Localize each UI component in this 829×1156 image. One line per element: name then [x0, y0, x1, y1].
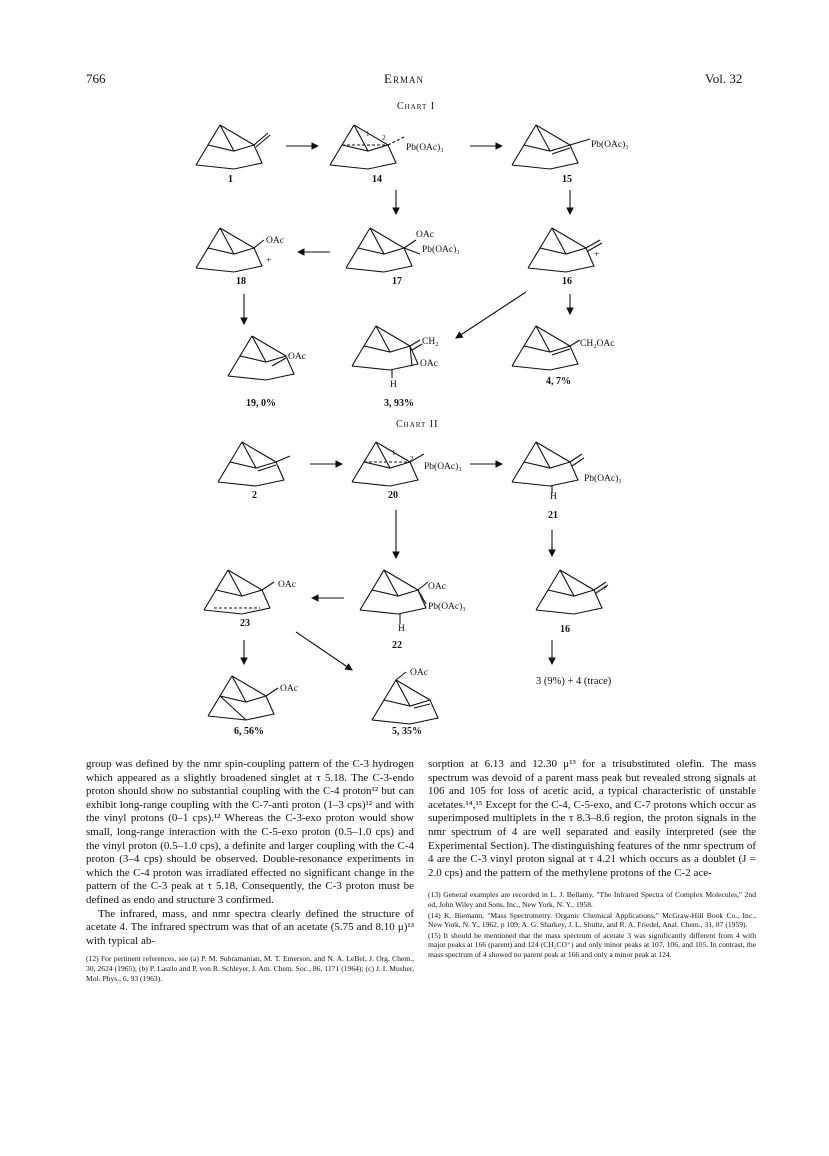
structure-4	[512, 326, 580, 370]
hydrogen-22: H	[398, 624, 405, 634]
compound-label-14: 14	[372, 174, 382, 185]
structure-22	[360, 570, 428, 624]
compound-label-16b: 16	[560, 624, 570, 635]
left-paragraph-2: The infrared, mass, and nmr spectra clearly defined the structure of acetate 4. The infrared spectrum was that of an acetate (5.75 and 8.10 μ)¹³ with typical ab-	[86, 907, 414, 947]
chart-1-title: Chart I	[397, 101, 436, 112]
compound-label-23: 23	[240, 618, 250, 629]
position-1-20: 1	[392, 449, 396, 457]
structure-15	[512, 125, 590, 169]
substituent-pb-15: Pb(OAc)₃	[591, 140, 629, 150]
structure-21	[512, 442, 584, 494]
footnote-12: (12) For pertinent references, see (a) P. M. Subramanian, M. T. Emerson, and N. A. LeBel, J. Org. Chem., 30, 2624 (1965); (b) P. Laszlo and P. von R. Schleyer, J. Am. Chem. Soc., 86, 1171 (1964); (c) J. I. Musher, Mol. Phys., 6, 93 (1963).	[86, 954, 414, 983]
right-column	[428, 758, 756, 961]
structure-19	[228, 336, 294, 380]
compound-label-18: 18	[236, 276, 246, 287]
right-paragraph-1: sorption at 6.13 and 12.30 μ¹³ for a trisubstituted olefin. The mass spectrum was devoid of a parent mass peak but revealed strong signals at 106 and 105 for loss of acetic acid, a typical characteristic of unstable acetates.¹⁴,¹⁵ Except for the C-4, C-5-exo, and C-7 protons which occur as superimposed multiplets in the τ 8.3–8.6 region, the proton signals in the nmr spectrum of 4 are well separated and easily interpreted (see the Experimental Section). The distinguishing features of the nmr spectrum of 4 are the C-3 vinyl proton signal at τ 4.21 which occurs as a doublet (J = 2.0 cps) and the pattern of the methylene protons of the C-2 ace-	[428, 758, 756, 879]
compound-label-2: 2	[252, 490, 257, 501]
compound-label-22: 22	[392, 640, 402, 651]
hydrogen-3: H	[390, 380, 397, 390]
cation-18: +	[266, 256, 272, 266]
position-1-14: 1	[366, 130, 370, 138]
compound-label-6: 6, 56%	[234, 726, 264, 737]
compound-label-16: 16	[562, 276, 572, 287]
structure-6	[208, 676, 278, 720]
hydrogen-21: H	[550, 492, 557, 502]
result-16-products: 3 (9%) + 4 (trace)	[536, 676, 612, 687]
structure-3	[352, 326, 422, 378]
position-2-20: 2	[410, 455, 414, 463]
substituent-pb-20: Pb(OAc)₃	[424, 462, 462, 472]
footnote-14: (14) K. Biemann, "Mass Spectrometry. Organic Chemical Applications," McGraw-Hill Book Co., Inc., New York, N. Y., 1962, p 109; A. G. Sharkey, J. L. Shultz, and R. A. Friedel, Anal. Chem., 31, 87 (1959).	[428, 910, 756, 930]
chart-2-title: Chart II	[396, 419, 439, 430]
running-author: Erman	[384, 71, 424, 86]
compound-label-20: 20	[388, 490, 398, 501]
left-column	[86, 758, 414, 984]
structure-2	[218, 442, 290, 486]
structure-17	[346, 228, 420, 272]
cation-16b: +	[602, 584, 608, 594]
substituent-ch2oac-4: CH₂OAc	[580, 339, 615, 349]
compound-label-5: 5, 35%	[392, 726, 422, 737]
structure-5	[372, 672, 438, 724]
compound-label-21: 21	[548, 510, 558, 521]
substituent-pb-14: Pb(OAc)₃	[406, 143, 444, 153]
left-paragraph-1: group was defined by the nmr spin-coupling pattern of the C-3 hydrogen which appeared as a slightly broadened singlet at τ 5.18. The C-3-endo proton should show no substantial coupling with the C-4 proton¹² but can exhibit long-range coupling with the C-7-anti proton (1–3 cps)¹² and with the vinyl protons (0–1 cps).¹² Whereas the C-3-exo proton would show small, long-range interaction with the C-5-exo proton (0.5–1.0 cps) and the vinyl proton (0.5–1.0 cps), a definite and larger coupling with the C-4 proton (3–4 cps) should be observed. Double-resonance experiments in which the C-4 proton was irradiated effected no significant change in the pattern of the C-3 peak at τ 5.18. Consequently, the C-3 proton must be defined as endo and structure 3 confirmed.	[86, 758, 414, 906]
compound-label-15: 15	[562, 174, 572, 185]
structure-23	[204, 570, 274, 614]
volume-label: Vol. 32	[705, 71, 743, 86]
position-2-14: 2	[382, 134, 386, 142]
substituent-oac-19: OAc	[288, 352, 306, 362]
compound-label-17: 17	[392, 276, 402, 287]
substituent-pb-17: Pb(OAc)₃	[422, 245, 460, 255]
compound-label-3: 3, 93%	[384, 398, 414, 409]
left-footnotes	[86, 954, 414, 983]
footnote-15: (15) It should be mentioned that the mass spectrum of acetate 3 was significantly different from 4 with major peaks at 166 (parent) and 124 (CH₂CO⁺) and only minor peaks at 107, 106, and 105. In contrast, the mass spectrum of 4 showed no parent peak at 166 and only a minor peak at 124.	[428, 930, 756, 959]
cation-16: +	[594, 250, 600, 260]
page-number: 766	[86, 71, 106, 86]
structure-20	[352, 442, 424, 486]
substituent-oac-18: OAc	[266, 236, 284, 246]
substituent-oac-22: OAc	[428, 582, 446, 592]
structure-18	[196, 228, 264, 272]
right-footnotes	[428, 890, 756, 959]
substituent-oac-5: OAc	[410, 668, 428, 678]
substituent-oac-6: OAc	[280, 684, 298, 694]
footnote-13: (13) General examples are recorded in L. J. Bellamy, "The Infrared Spectra of Complex Molecules," 2nd ed, John Wiley and Sons, Inc., New York, N. Y., 1958.	[428, 890, 756, 909]
compound-label-4: 4, 7%	[546, 376, 571, 387]
structure-16b	[536, 570, 608, 614]
compound-label-1: 1	[228, 174, 233, 185]
substituent-oac-23: OAc	[278, 580, 296, 590]
substituent-ch2-3: CH₂	[422, 337, 439, 347]
structure-16a	[528, 228, 602, 272]
structure-1	[196, 125, 270, 169]
substituent-pb-22: Pb(OAc)₃	[428, 602, 466, 612]
substituent-oac-17: OAc	[416, 230, 434, 240]
compound-label-19: 19, 0%	[246, 398, 276, 409]
substituent-pb-21: Pb(OAc)₃	[584, 474, 622, 484]
substituent-oac-3: OAc	[420, 359, 438, 369]
